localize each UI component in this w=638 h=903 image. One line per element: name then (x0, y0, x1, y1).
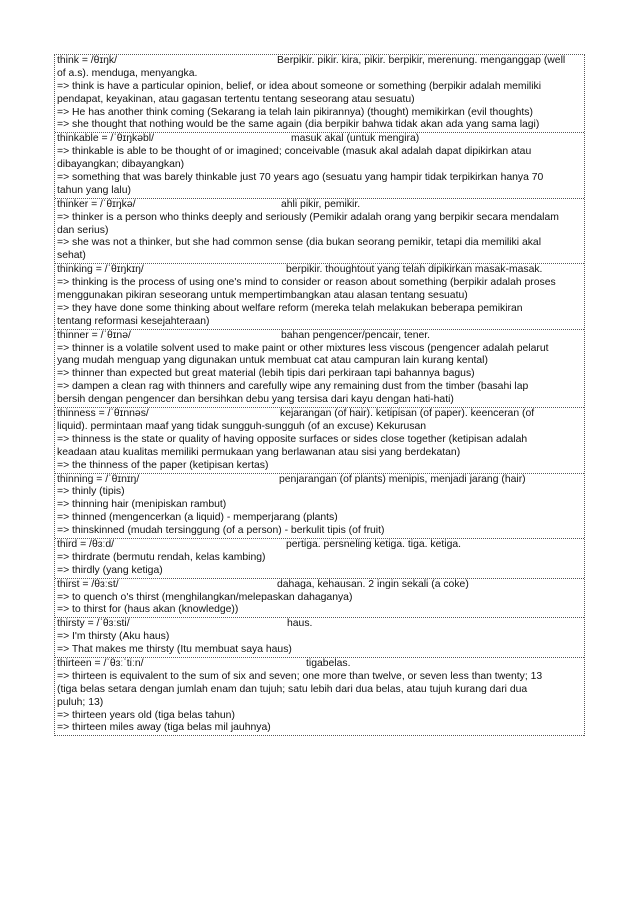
headword: thinner = /ˈθɪnə/ (57, 329, 131, 341)
entry-line: sehat) (57, 250, 86, 262)
entry-thinness (55, 408, 584, 473)
entry-line: => something that was barely thinkable just 70 years ago (sesuatu yang hampir tidak terpikirkan hanya 70 (57, 172, 544, 184)
headword: thirteen = /ˈθɜːˈtiːn/ (57, 657, 144, 669)
entry-line: => He has another think coming (Sekarang ia telah lain pikirannya) (thought) memikirkan (evil thoughts) (57, 106, 533, 118)
entry-line: => she thought that nothing would be the same again (dia berpikir bahwa tidak akan ada yang sama lagi) (57, 119, 540, 131)
entry-header (55, 133, 584, 146)
entry-thinkable (55, 133, 584, 198)
entry-line: (tiga belas setara dengan jumlah enam dan tujuh; satu lebih dari dua belas, atau tujuh kurang dari dua (57, 683, 528, 695)
entry-line: => thinner than expected but great material (lebih tipis dari perkiraan tapi bahannya bagus) (57, 368, 475, 380)
entry-line: dibayangkan; dibayangkan) (57, 159, 185, 171)
headword: thinning = /ˈθɪnɪŋ/ (57, 473, 140, 485)
headword: third = /θɜːd/ (57, 538, 115, 550)
entry-think (55, 55, 584, 133)
entry-header (55, 618, 584, 631)
entry-line: => they have done some thinking about welfare reform (mereka telah melakukan beberapa pemikiran (57, 302, 523, 314)
entry-line: => thinking is the process of using one's mind to consider or reason about something (berpikir adalah proses (57, 277, 556, 289)
headword: thinness = /ˈθɪnnəs/ (57, 408, 149, 420)
entry-header (55, 474, 584, 487)
definition: haus. (287, 618, 313, 630)
entry-header (55, 199, 584, 212)
entry-line: => thirteen is equivalent to the sum of six and seven; one more than twelve, or seven less than twenty; 13 (57, 670, 543, 682)
entry-line: => dampen a clean rag with thinners and carefully wipe any remaining dust from the timber (basahi lap (57, 381, 529, 393)
entry-thirsty (55, 618, 584, 658)
entry-line: menggunakan pikiran seseorang untuk mempertimbangkan atau alasan tentang sesuatu) (57, 290, 468, 302)
definition: ahli pikir, pemikir. (281, 198, 361, 210)
entry-line: => to quench o's thirst (menghilangkan/melepaskan dahaganya) (57, 591, 353, 603)
dictionary-table (54, 54, 585, 736)
entry-line: => thinning hair (menipiskan rambut) (57, 499, 227, 511)
entry-line: => thirdrate (bermutu rendah, kelas kambing) (57, 551, 266, 563)
entry-header (55, 408, 584, 421)
entry-line: dan serius) (57, 224, 109, 236)
definition: pertiga. persneling ketiga. tiga. ketiga. (286, 538, 462, 550)
headword: think = /θɪŋk/ (57, 55, 118, 66)
entry-line: => I'm thirsty (Aku haus) (57, 631, 170, 643)
entry-line: => thinkable is able to be thought of or imagined; conceivable (masuk akal adalah dapat dipikirkan atau (57, 146, 532, 158)
headword: thinking = /ˈθɪŋkɪŋ/ (57, 264, 144, 276)
entry-line: => thirteen miles away (tiga belas mil jauhnya) (57, 722, 271, 734)
definition: bahan pengencer/pencair, tener. (281, 329, 431, 341)
entry-thinning (55, 474, 584, 539)
entry-thinker (55, 199, 584, 264)
entry-header (55, 55, 584, 68)
entry-line: => thirdly (yang ketiga) (57, 564, 163, 576)
entry-line: => thinker is a person who thinks deeply and seriously (Pemikir adalah orang yang berpikir secara mendalam (57, 211, 559, 223)
headword: thirst = /θɜːst/ (57, 578, 119, 590)
entry-thinking (55, 264, 584, 329)
entry-header (55, 330, 584, 343)
entry-line: puluh; 13) (57, 696, 104, 708)
entry-line: => That makes me thirsty (Itu membuat saya haus) (57, 644, 292, 656)
entry-header (55, 539, 584, 552)
entry-third (55, 539, 584, 579)
definition: dahaga, kehausan. 2 ingin sekali (a coke) (277, 578, 469, 590)
definition: penjarangan (of plants) menipis, menjadi jarang (hair) (279, 473, 526, 485)
entry-line: yang mudah menguap yang digunakan untuk membuat cat atau campuran lain kurang kental) (57, 355, 488, 367)
entry-line: => she was not a thinker, but she had common sense (dia bukan seorang pemikir, tetapi dia memiliki akal (57, 237, 542, 249)
definition: masuk akal (untuk mengira) (291, 133, 420, 145)
entry-header (55, 579, 584, 592)
entry-line: bersih dengan pengencer dan bersihkan debu yang tersisa dari kayu dengan hati-hati) (57, 394, 454, 406)
entry-line: => to thirst for (haus akan (knowledge)) (57, 604, 239, 616)
entry-thirst (55, 579, 584, 619)
entry-header (55, 658, 584, 671)
entry-line: tahun yang lalu) (57, 184, 131, 196)
entry-line: => the thinness of the paper (ketipisan kertas) (57, 459, 269, 471)
definition-continued: of a.s). menduga, menyangka. (57, 67, 198, 79)
entry-thirteen (55, 658, 584, 736)
entry-line: pendapat, keyakinan, atau gagasan tertentu tentang seseorang atau sesuatu) (57, 93, 415, 105)
entry-line: => thirteen years old (tiga belas tahun) (57, 709, 235, 721)
definition: berpikir. thoughtout yang telah dipikirkan masak-masak. (286, 264, 543, 276)
headword: thinker = /ˈθɪŋkə/ (57, 198, 136, 210)
entry-header (55, 264, 584, 277)
entry-line: => thinned (mengencerkan (a liquid) - memperjarang (plants) (57, 512, 338, 524)
headword: thirsty = /ˈθɜːsti/ (57, 618, 130, 630)
entry-line: keadaan atau kualitas memiliki permukaan yang berlawanan atau sisi yang berdekatan) (57, 446, 461, 458)
headword: thinkable = /ˈθɪŋkəbl/ (57, 133, 154, 145)
entry-line: => think is have a particular opinion, belief, or idea about someone or something (berpikir adalah memiliki (57, 80, 542, 92)
definition: tigabelas. (306, 657, 351, 669)
entry-line: tentang reformasi kesejahteraan) (57, 315, 210, 327)
entry-line: => thinly (tipis) (57, 486, 125, 498)
entry-thinner (55, 330, 584, 408)
entry-line: => thinskinned (mudah tersinggung (of a person) - berkulit tipis (of fruit) (57, 525, 385, 537)
entry-line: => thinner is a volatile solvent used to make paint or other mixtures less viscous (pengencer adalah pelarut (57, 342, 549, 354)
definition: kejarangan (of hair). ketipisan (of paper). keenceran (of (280, 408, 535, 420)
definition: Berpikir. pikir. kira, pikir. berpikir, merenung. menganggap (well (277, 55, 566, 66)
entry-line: => thinness is the state or quality of having opposite surfaces or sides close together (ketipisan adalah (57, 433, 528, 445)
definition-continued: liquid). permintaan maaf yang tidak sungguh-sungguh (of an excuse) Kekurusan (57, 420, 427, 432)
